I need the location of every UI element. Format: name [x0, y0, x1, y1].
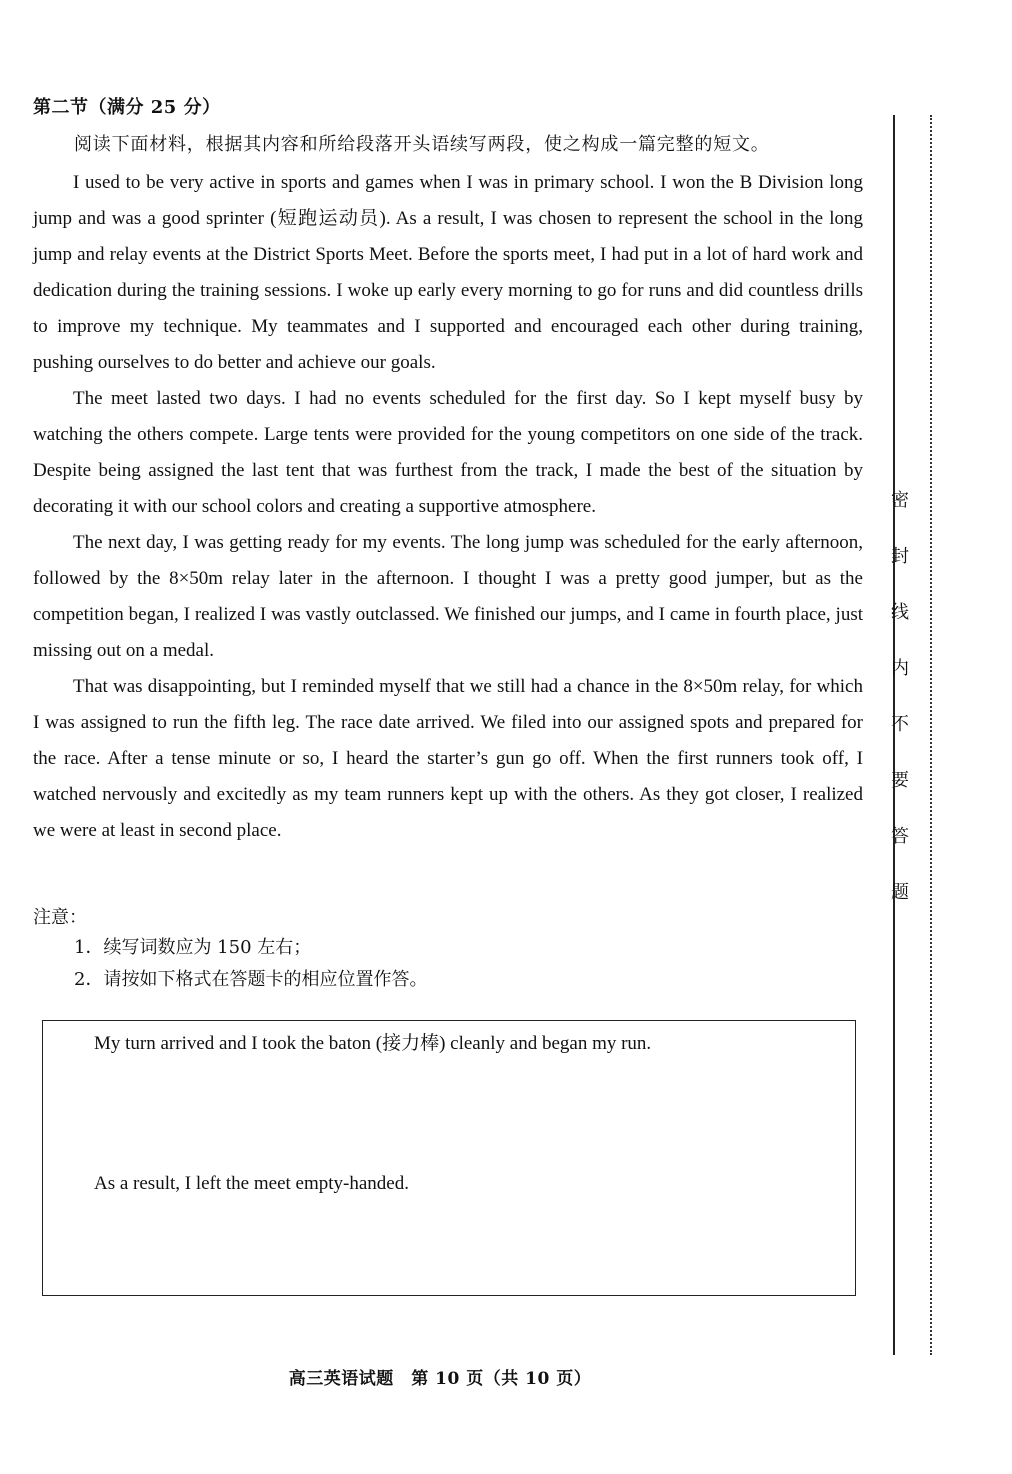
binding-warning-text: 密封线内不要答题 — [888, 490, 909, 938]
instruction-text: 阅读下面材料，根据其内容和所给段落开头语续写两段，使之构成一篇完整的短文。 — [74, 134, 770, 155]
notes-list — [74, 932, 427, 996]
passage-paragraph: I used to be very active in sports and games when I was in primary school. I won the B Division long jump and was a good sprinter (短跑运动员). As a result, I was chosen to represent the school in the long jump and relay events at the District Sports Meet. Before the sports meet, I had put in a lot of hard work and dedication during the training sessions. I woke up early every morning to go for runs and did countless drills to improve my technique. My teammates and I supported and encouraged each other during training, pushing ourselves to do better and achieve our goals. — [33, 172, 863, 373]
paragraph-1-opening: My turn arrived and I took the baton (接力棒) cleanly and began my run. — [94, 1033, 652, 1054]
passage-paragraph: That was disappointing, but I reminded myself that we still had a chance in the 8×50m relay, for which I was assigned to run the fifth leg. The race date arrived. We filed into our assigned spots and prepared for the race. After a tense minute or so, I heard the starter’s gun go off. When the first runners took off, I watched nervously and excitedly as my team runners kept up with the others. As they got closer, I realized we were at least in second place. — [33, 676, 863, 841]
passage-paragraph: The next day, I was getting ready for my events. The long jump was scheduled for the early afternoon, followed by the 8×50m relay later in the afternoon. I thought I was a pretty good jumper, but as the competition began, I realized I was vastly outclassed. We finished our jumps, and I came in fourth place, just missing out on a medal. — [33, 532, 863, 661]
reading-passage — [33, 165, 863, 849]
note-item: 1．续写词数应为 150 左右； — [74, 937, 312, 958]
answer-box — [42, 1020, 856, 1296]
notes-title: 注意： — [33, 907, 87, 928]
page-footer: 高三英语试题 第 10 页（共 10 页） — [288, 1369, 592, 1389]
paragraph-2-opening: As a result, I left the meet empty-handed. — [94, 1173, 409, 1194]
section-title: 第二节（满分 25 分） — [33, 97, 221, 118]
note-item: 2．请按如下格式在答题卡的相应位置作答。 — [74, 969, 428, 990]
binding-dotted-line — [930, 115, 932, 1355]
passage-paragraph: The meet lasted two days. I had no events scheduled for the first day. So I kept myself busy by watching the others compete. Large tents were provided for the young competitors on one side of the track. Despite being assigned the last tent that was furthest from the track, I made the best of the situation by decorating it with our school colors and creating a supportive atmosphere. — [33, 388, 863, 517]
